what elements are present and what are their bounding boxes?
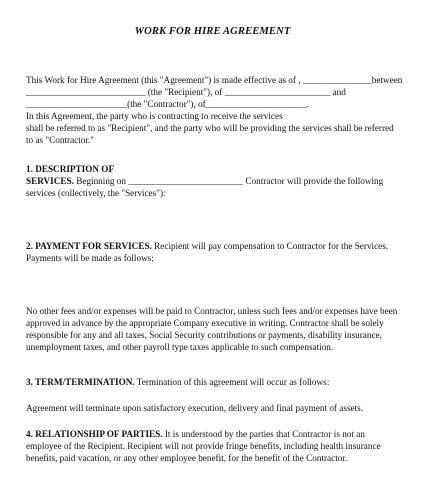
section-3-heading: 3. TERM/TERMINATION.: [26, 377, 135, 387]
section-4-heading: 4. RELATIONSHIP OF PARTIES.: [26, 429, 163, 439]
section-4-text: It is understood by the parties that Contractor is not an: [162, 429, 365, 439]
intro-line-2: __________________________ (the "Recipient"), of _______________________ and: [26, 87, 346, 97]
section-3-line-2: Agreement will terminate upon satisfactory execution, delivery and final payment of assets.: [26, 403, 364, 413]
expenses-line-2: approved in advance by the appropriate Company executive in writing. Contractor shall be solely: [26, 318, 384, 328]
section-4-line-3: benefits, paid vacation, or any other employee benefit, for the benefit of the Contractor.: [26, 453, 348, 463]
intro-line-6: to as "Contractor.": [26, 135, 94, 145]
section-1-line-3: services (collectively, the "Services"):: [26, 188, 166, 198]
section-1-line-2: [26, 175, 383, 187]
intro-line-1: This Work for Hire Agreement (this "Agreement") is made effective as of , _______________between: [26, 75, 403, 85]
expenses-line-3: responsible for any and all taxes, Social Security contributions or payments, disability insurance,: [26, 330, 382, 340]
section-2-heading: 2. PAYMENT FOR SERVICES.: [26, 241, 152, 251]
document-title: WORK FOR HIRE AGREEMENT: [134, 26, 291, 37]
expenses-line-4: unemployment taxes, and other payroll type taxes applicable to such compensation.: [26, 342, 334, 352]
section-1-heading-part-2: SERVICES.: [26, 176, 74, 186]
section-1-heading-line-1: [26, 163, 114, 175]
section-1-start-text: Beginning on _________________________ Contractor will provide the following: [73, 176, 384, 186]
intro-line-5: shall be referred to as "Recipient", and the party who will be providing the services shall be referred: [26, 123, 394, 133]
section-3-line-1: [26, 376, 329, 388]
section-2-line-1: [26, 240, 388, 252]
section-3-text: Termination of this agreement will occur as follows:: [134, 377, 330, 387]
section-4-line-2: employee of the Recipient. Recipient will not provide fringe benefits, including health insurance: [26, 441, 381, 451]
intro-line-3: ______________________(the "Contractor"), of______________________.: [26, 99, 310, 109]
section-1-heading-part-1: 1. DESCRIPTION OF: [26, 164, 115, 174]
intro-line-4: In this Agreement, the party who is contracting to receive the services: [26, 111, 283, 121]
expenses-line-1: No other fees and/or expenses will be paid to Contractor, unless such fees and/or expenses have been: [26, 306, 398, 316]
section-4-line-1: [26, 428, 365, 440]
section-2-text: Recipient will pay compensation to Contractor for the Services.: [151, 241, 389, 251]
section-2-line-2: Payments will be made as follows:: [26, 253, 154, 263]
